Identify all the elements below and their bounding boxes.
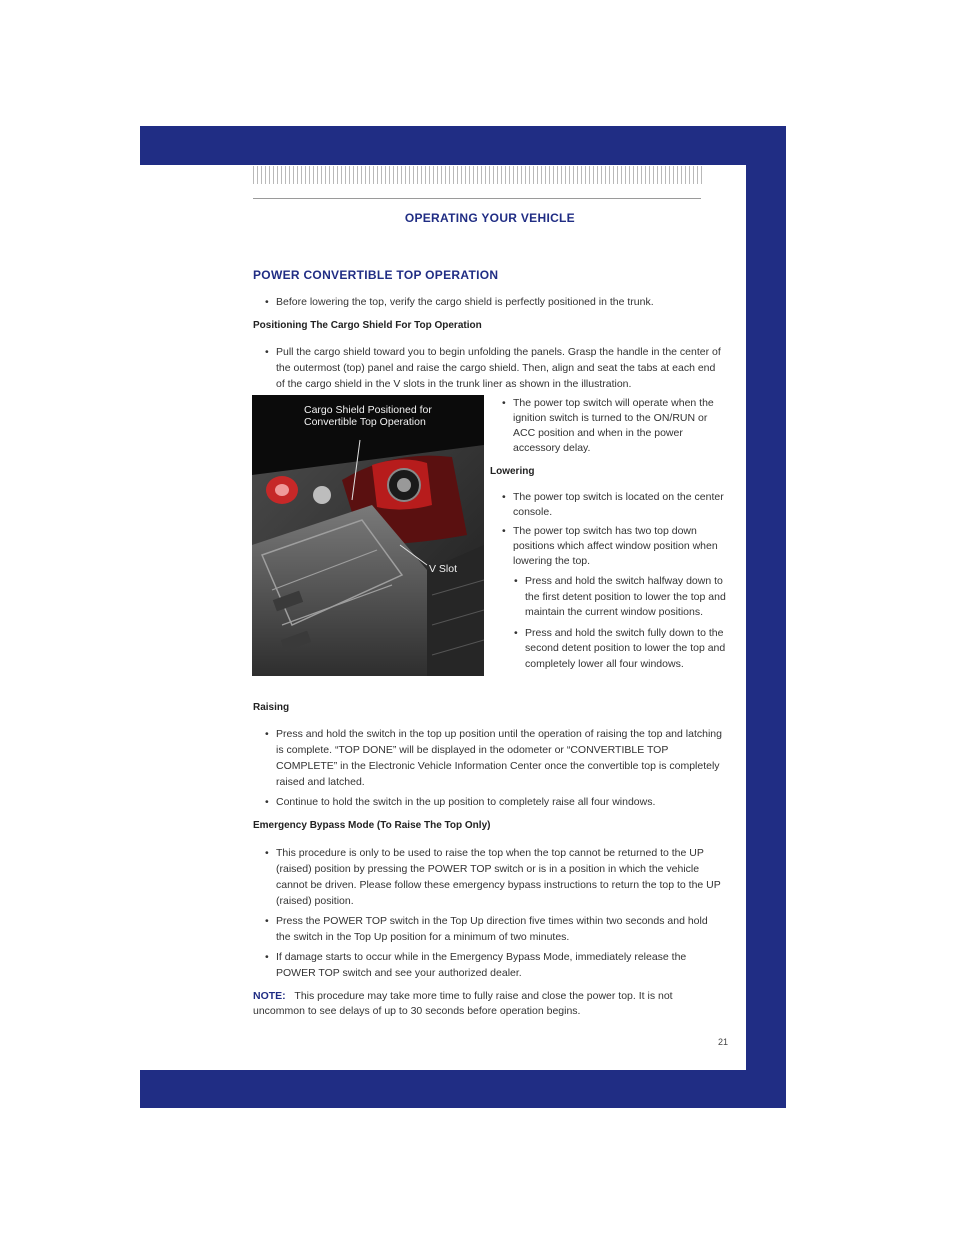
cargo-list (253, 344, 725, 396)
list-item: • Before lowering the top, verify the cargo shield is perfectly positioned in the trunk. (253, 294, 723, 310)
page-frame-top (140, 126, 786, 165)
list-item: • Continue to hold the switch in the up position to completely raise all four windows. (253, 794, 723, 810)
lowering-heading: Lowering (490, 466, 535, 477)
list-item: • Press and hold the switch fully down to the second detent position to lower the top and completely lower all four windows. (502, 626, 730, 673)
list-item: • The power top switch is located on the center console. (490, 490, 726, 520)
page-number: 21 (718, 1037, 729, 1047)
list-item: • The power top switch will operate when the ignition switch is turned to the ON/RUN or ACC position and when in the power accessory delay. (490, 396, 726, 456)
cargo-shield-photo (252, 395, 484, 676)
list-item: • The power top switch has two top down positions which affect window position when lowering the top. (490, 524, 726, 569)
header-hatch-decoration (253, 166, 702, 184)
note-paragraph (253, 989, 723, 1019)
section-header: OPERATING YOUR VEHICLE (404, 211, 575, 225)
list-item: • Press the POWER TOP switch in the Top Up direction five times within two seconds and hold the switch in the Top Up position for a minimum of two minutes. (253, 913, 725, 945)
side-list (490, 396, 726, 460)
emergency-heading: Emergency Bypass Mode (To Raise The Top Only) (253, 820, 491, 831)
page-frame-bottom (140, 1070, 786, 1108)
cargo-heading: Positioning The Cargo Shield For Top Operation (253, 320, 482, 331)
intro-list (253, 294, 723, 314)
list-item: • This procedure is only to be used to raise the top when the top cannot be returned to the UP (raised) position by pressing the POWER TOP switch or is in a position in which the vehicle cannot be driven. Please follow these emergency bypass instructions to return the top to the UP (raised) position. (253, 845, 725, 909)
vslot-label: V Slot (429, 563, 458, 575)
cargo-shield-illustration (252, 395, 484, 676)
photo-caption: Cargo Shield Positioned for Convertible Top Operation (304, 404, 432, 428)
list-item: • If damage starts to occur while in the Emergency Bypass Mode, immediately release the POWER TOP switch and see your authorized dealer. (253, 949, 725, 981)
header-rule (253, 198, 701, 199)
page-title: POWER CONVERTIBLE TOP OPERATION (253, 268, 499, 282)
raising-heading: Raising (253, 702, 290, 713)
note-text: This procedure may take more time to fully raise and close the power top. It is not uncommon to see delays of up to 30 seconds before operation begins. (253, 990, 673, 1017)
emergency-list (253, 845, 725, 985)
raising-list (253, 726, 723, 814)
list-item: • Press and hold the switch halfway down to the first detent position to lower the top and maintain the current window positions. (502, 574, 730, 621)
lowering-sub-list (502, 574, 730, 677)
lowering-list (490, 490, 726, 573)
page-frame-right (746, 126, 786, 1108)
list-item: • Press and hold the switch in the top up position until the operation of raising the top and latching is complete. “TOP DONE” will be displayed in the odometer or “CONVERTIBLE TOP COMPLETE” in the Electronic Vehicle Information Center once the convertible top is completely raised and latched. (253, 726, 723, 790)
list-item: • Pull the cargo shield toward you to begin unfolding the panels. Grasp the handle in the center of the outermost (top) panel and raise the cargo shield. Then, align and seat the tabs at each end of the cargo shield in the V slots in the trunk liner as shown in the illustration. (253, 344, 725, 392)
note-label: NOTE: (253, 990, 286, 1002)
